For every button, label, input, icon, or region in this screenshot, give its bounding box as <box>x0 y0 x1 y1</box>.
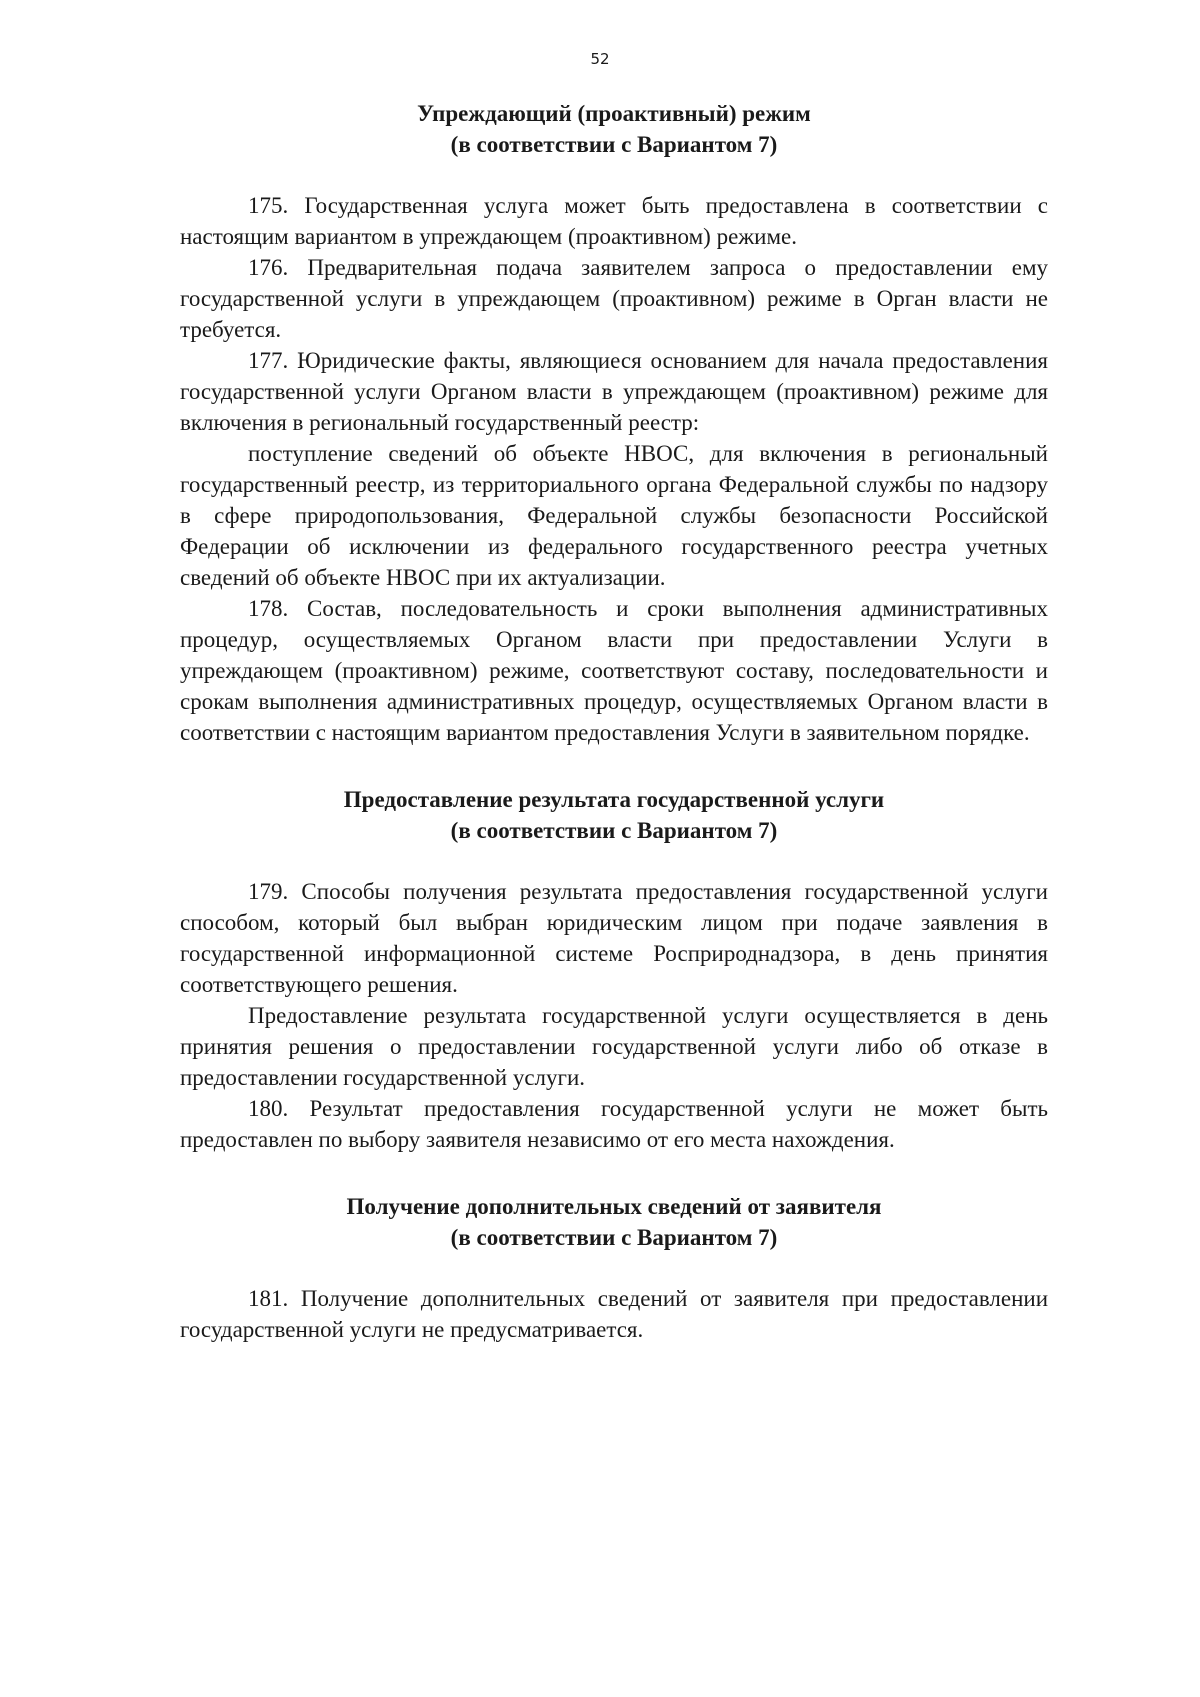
paragraph-179: 179. Способы получения результата предоставления государственной услуги способом, который был выбран юридическим лицом при подаче заявления в государственной информационной системе Росприроднадзора, в день принятия соответствующего решения. <box>180 879 1048 997</box>
heading-line: Упреждающий (проактивный) режим <box>417 101 811 126</box>
paragraph-179-continued: Предоставление результата государственной услуги осуществляется в день принятия решения о предоставлении государственной услуги либо об отказе в предоставлении государственной услуги. <box>180 1003 1048 1090</box>
document-body <box>180 98 1048 1345</box>
paragraph-178: 178. Состав, последовательность и сроки выполнения административных процедур, осуществляемых Органом власти при предоставлении Услуги в упреждающем (проактивном) режиме, соответствуют составу, последовательности и срокам выполнения административных процедур, осуществляемых Органом власти в соответствии с настоящим вариантом предоставления Услуги в заявительном порядке. <box>180 596 1048 745</box>
paragraph-175: 175. Государственная услуга может быть предоставлена в соответствии с настоящим вариантом в упреждающем (проактивном) режиме. <box>180 193 1048 249</box>
paragraph-180: 180. Результат предоставления государственной услуги не может быть предоставлен по выбору заявителя независимо от его места нахождения. <box>180 1096 1048 1152</box>
heading-line: Предоставление результата государственной услуги <box>343 787 885 812</box>
heading-line: Получение дополнительных сведений от заявителя <box>346 1194 882 1219</box>
paragraph-177-item: поступление сведений об объекте НВОС, для включения в региональный государственный реестр, из территориального органа Федеральной службы по надзору в сфере природопользования, Федеральной службы безопасности Российской Федерации об исключении из федерального государственного реестра учетных сведений об объекте НВОС при их актуализации. <box>180 441 1048 590</box>
heading-line: (в соответствии с Вариантом 7) <box>450 132 778 157</box>
section-heading-result-provision <box>180 784 1048 846</box>
paragraph-176: 176. Предварительная подача заявителем запроса о предоставлении ему государственной услуги в упреждающем (проактивном) режиме в Орган власти не требуется. <box>180 255 1048 342</box>
section-heading-additional-info <box>180 1191 1048 1253</box>
page-number: 52 <box>590 50 610 68</box>
heading-line: (в соответствии с Вариантом 7) <box>450 818 778 843</box>
paragraph-181: 181. Получение дополнительных сведений от заявителя при предоставлении государственной услуги не предусматривается. <box>180 1286 1048 1342</box>
section-heading-proactive-mode <box>180 98 1048 160</box>
heading-line: (в соответствии с Вариантом 7) <box>450 1225 778 1250</box>
paragraph-177: 177. Юридические факты, являющиеся основанием для начала предоставления государственной услуги Органом власти в упреждающем (проактивном) режиме для включения в региональный государственный реестр: <box>180 348 1048 435</box>
